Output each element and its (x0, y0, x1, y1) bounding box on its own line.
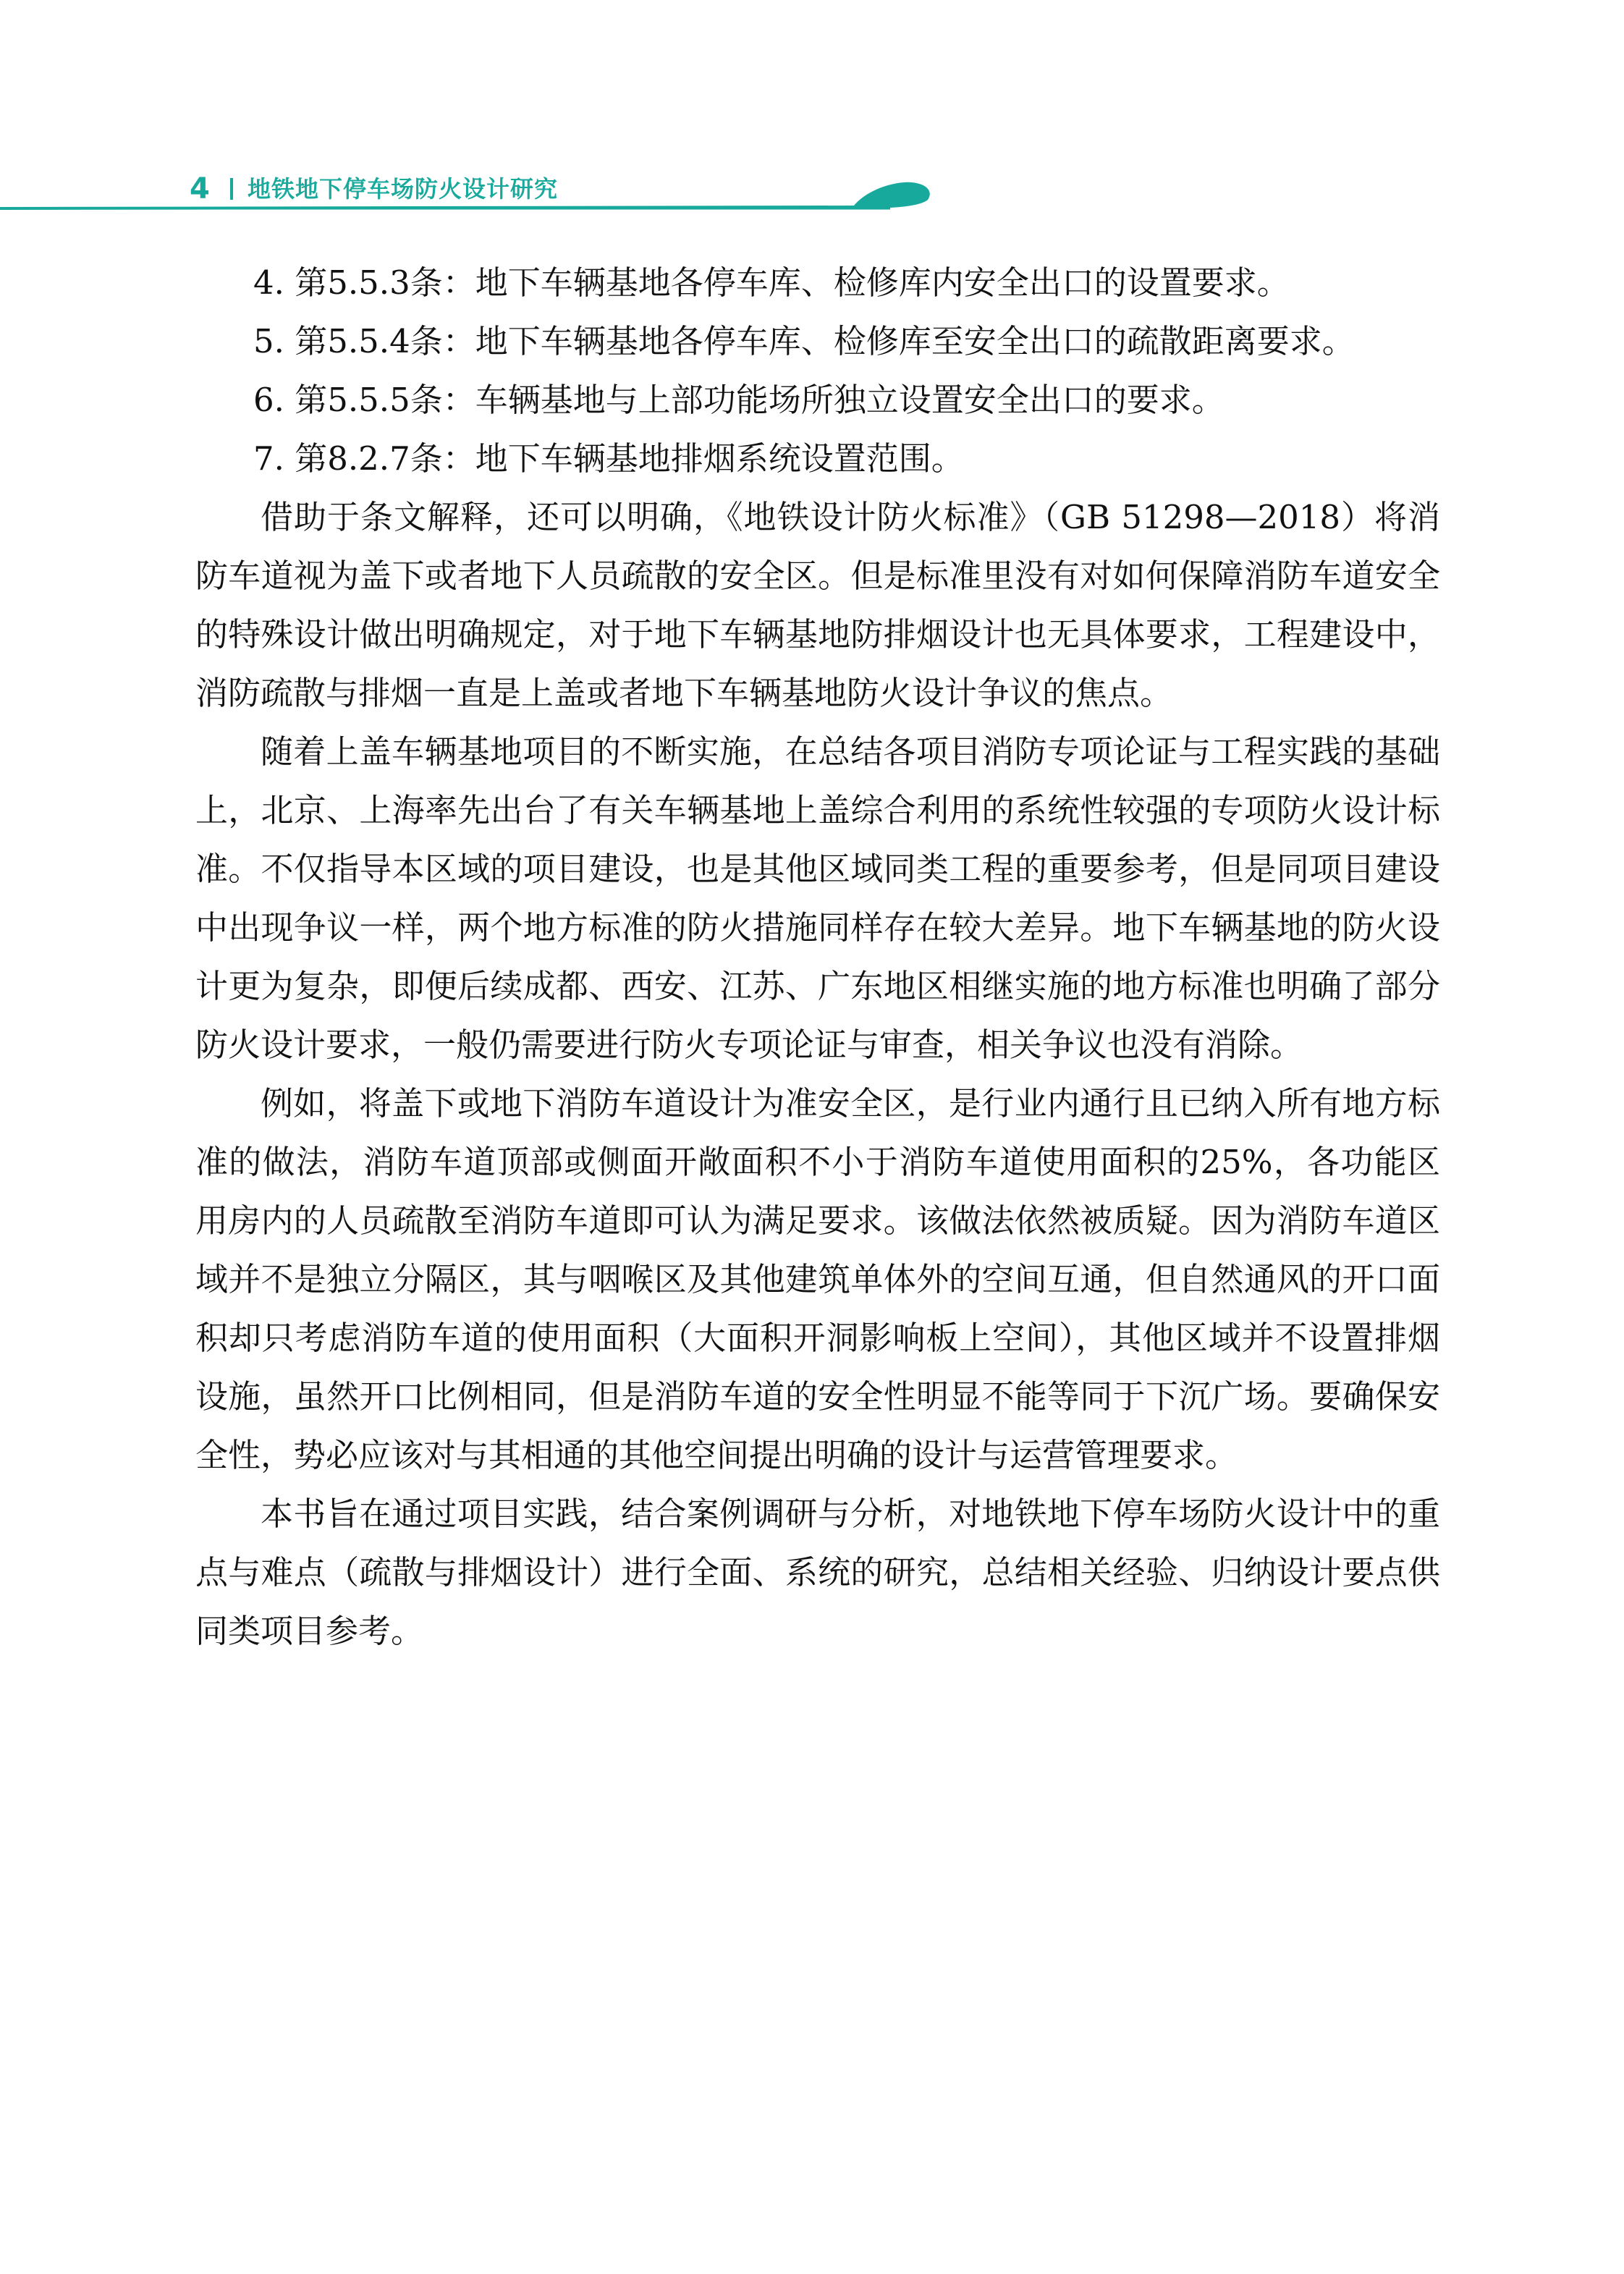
running-title: 地铁地下停车场防火设计研究 (248, 175, 559, 203)
paragraph: 本书旨在通过项目实践，结合案例调研与分析，对地铁地下停车场防火设计中的重点与难点（疏散与排烟设计）进行全面、系统的研究，总结相关经验、归纳设计要点供同类项目参考。 (195, 1495, 1440, 1650)
paragraph: 随着上盖车辆基地项目的不断实施，在总结各项目消防专项论证与工程实践的基础上，北京、上海率先出台了有关车辆基地上盖综合利用的系统性较强的专项防火设计标准。不仅指导本区域的项目建设，也是其他区域同类工程的重要参考，但是同项目建设中出现争议一样，两个地方标准的防火措施同样存在较大差异。地下车辆基地的防火设计更为复杂，即便后续成都、西安、江苏、广东地区相继实施的地方标准也明确了部分防火设计要求，一般仍需要进行防火专项论证与审查，相关争议也没有消除。 (195, 732, 1440, 1064)
page-header (0, 145, 1624, 232)
page-number: 4 (190, 172, 210, 206)
paragraph: 例如，将盖下或地下消防车道设计为准安全区，是行业内通行且已纳入所有地方标准的做法，消防车道顶部或侧面开敞面积不小于消防车道使用面积的25%，各功能区用房内的人员疏散至消防车道即可认为满足要求。该做法依然被质疑。因为消防车道区域并不是独立分隔区，其与咽喉区及其他建筑单体外的空间互通，但自然通风的开口面积却只考虑消防车道的使用面积（大面积开洞影响板上空间），其他区域并不设置排烟设施，虽然开口比例相同，但是消防车道的安全性明显不能等同于下沉广场。要确保安全性，势必应该对与其相通的其他空间提出明确的设计与运营管理要求。 (195, 1084, 1440, 1474)
header-swoosh-decoration (0, 145, 1624, 232)
header-separator (230, 178, 233, 200)
body-text (195, 253, 1440, 1660)
list-item: 7. 第8.2.7条：地下车辆基地排烟系统设置范围。 (253, 439, 964, 478)
list-item: 5. 第5.5.4条：地下车辆基地各停车库、检修库至安全出口的疏散距离要求。 (253, 322, 1355, 360)
list-item: 4. 第5.5.3条：地下车辆基地各停车库、检修库内安全出口的设置要求。 (253, 263, 1290, 302)
list-item: 6. 第5.5.5条：车辆基地与上部功能场所独立设置安全出口的要求。 (253, 381, 1225, 419)
paragraph: 借助于条文解释，还可以明确，《地铁设计防火标准》（GB 51298—2018）将消防车道视为盖下或者地下人员疏散的安全区。但是标准里没有对如何保障消防车道安全的特殊设计做出明确规定，对于地下车辆基地防排烟设计也无具体要求，工程建设中，消防疏散与排烟一直是上盖或者地下车辆基地防火设计争议的焦点。 (195, 498, 1440, 712)
